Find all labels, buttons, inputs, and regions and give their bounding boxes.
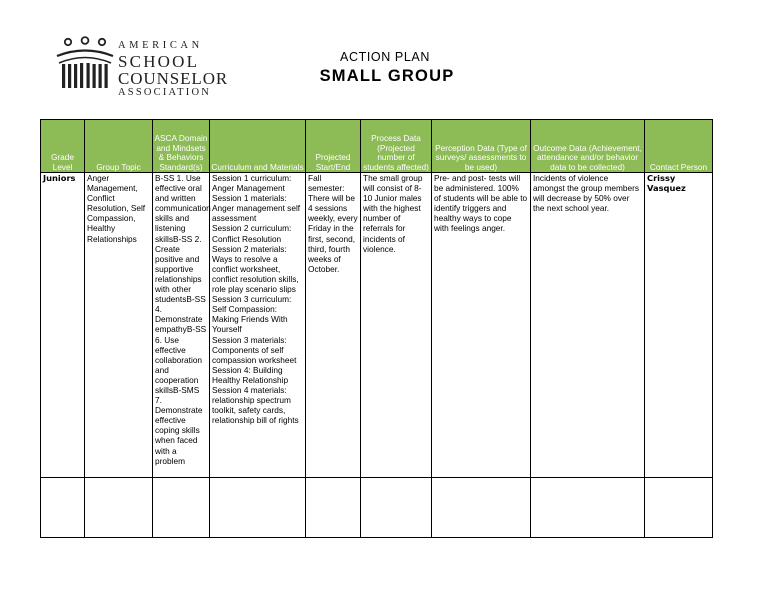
asca-emblem-icon [54,36,116,94]
table-header-row [41,120,713,173]
cell-standards: B-SS 1. Use effective oral and written communication skills and listening skillsB-SS 2. Create positive and supportive relationships with other studentsB-SS 4. Demonstrate empathyB-SS 6. Use effective collaboration and cooperation skillsB-SMS 7. Demonstrate effective coping skills when faced with a problem [153,173,210,478]
cell-start-end: Fall semester: There will be 4 sessions weekly, every Friday in the first, second, third, fourth weeks of October. [306,173,361,478]
page-subtitle: SMALL GROUP [319,67,455,85]
cell-curriculum [210,478,306,538]
cell-contact [645,478,713,538]
header-group-topic: Group Topic [85,120,153,173]
cell-outcome: Incidents of violence amongst the group members will decrease by 50% over the next school year. [531,173,645,478]
cell-curriculum: Session 1 curriculum: Anger Management Session 1 materials: Anger management self assessment Session 2 curriculum: Conflict Resolution Session 2 materials: Ways to resolve a conflict worksheet, conflict resolution skills, role play scenario slips Session 3 curriculum: Self Compassion: Making Friends With Yourself Session 3 materials: Components of self compassion worksheet Session 4: Building Healthy Relationship Session 4 materials: relationship spectrum toolkit, safety cards, relationship bill of rights [210,173,306,478]
cell-start-end [306,478,361,538]
header-grade-level: Grade Level [41,120,85,173]
logo-line-2: SCHOOL [118,51,200,71]
cell-topic: Anger Management, Conflict Resolution, Self Compassion, Healthy Relationships [85,173,153,478]
cell-outcome [531,478,645,538]
header-perception-data: Perception Data (Type of surveys/ assessments to be used) [432,120,531,173]
action-plan-table [40,119,713,538]
logo-line-3: COUNSELOR [118,68,229,88]
header-projected-start-end: Projected Start/End [306,120,361,173]
logo-line-4: ASSOCIATION [118,86,212,98]
logo-wordmark [118,41,228,98]
header-asca-standards: ASCA Domain and Mindsets & Behaviors Standard(s) [153,120,210,173]
logo-line-1: AMERICAN [118,40,203,51]
header-outcome-data: Outcome Data (Achievement, attendance and/or behavior data to be collected) [531,120,645,173]
cell-grade [41,478,85,538]
cell-perception [432,478,531,538]
cell-standards [153,478,210,538]
cell-process: The small group will consist of 8-10 Junior males with the highest number of referrals for incidents of violence. [361,173,432,478]
cell-contact: Crissy Vasquez [645,173,713,478]
table-row [41,478,713,538]
page-title: ACTION PLAN [340,50,430,64]
header-process-data: Process Data (Projected number of students affected) [361,120,432,173]
header-contact-person: Contact Person [645,120,713,173]
table-row [41,173,713,478]
cell-process [361,478,432,538]
cell-topic [85,478,153,538]
cell-grade: Juniors [41,173,85,478]
asca-logo [54,36,229,98]
header-curriculum: Curriculum and Materials [210,120,306,173]
cell-perception: Pre- and post- tests will be administered. 100% of students will be able to identify triggers and healthy ways to cope with feelings anger. [432,173,531,478]
